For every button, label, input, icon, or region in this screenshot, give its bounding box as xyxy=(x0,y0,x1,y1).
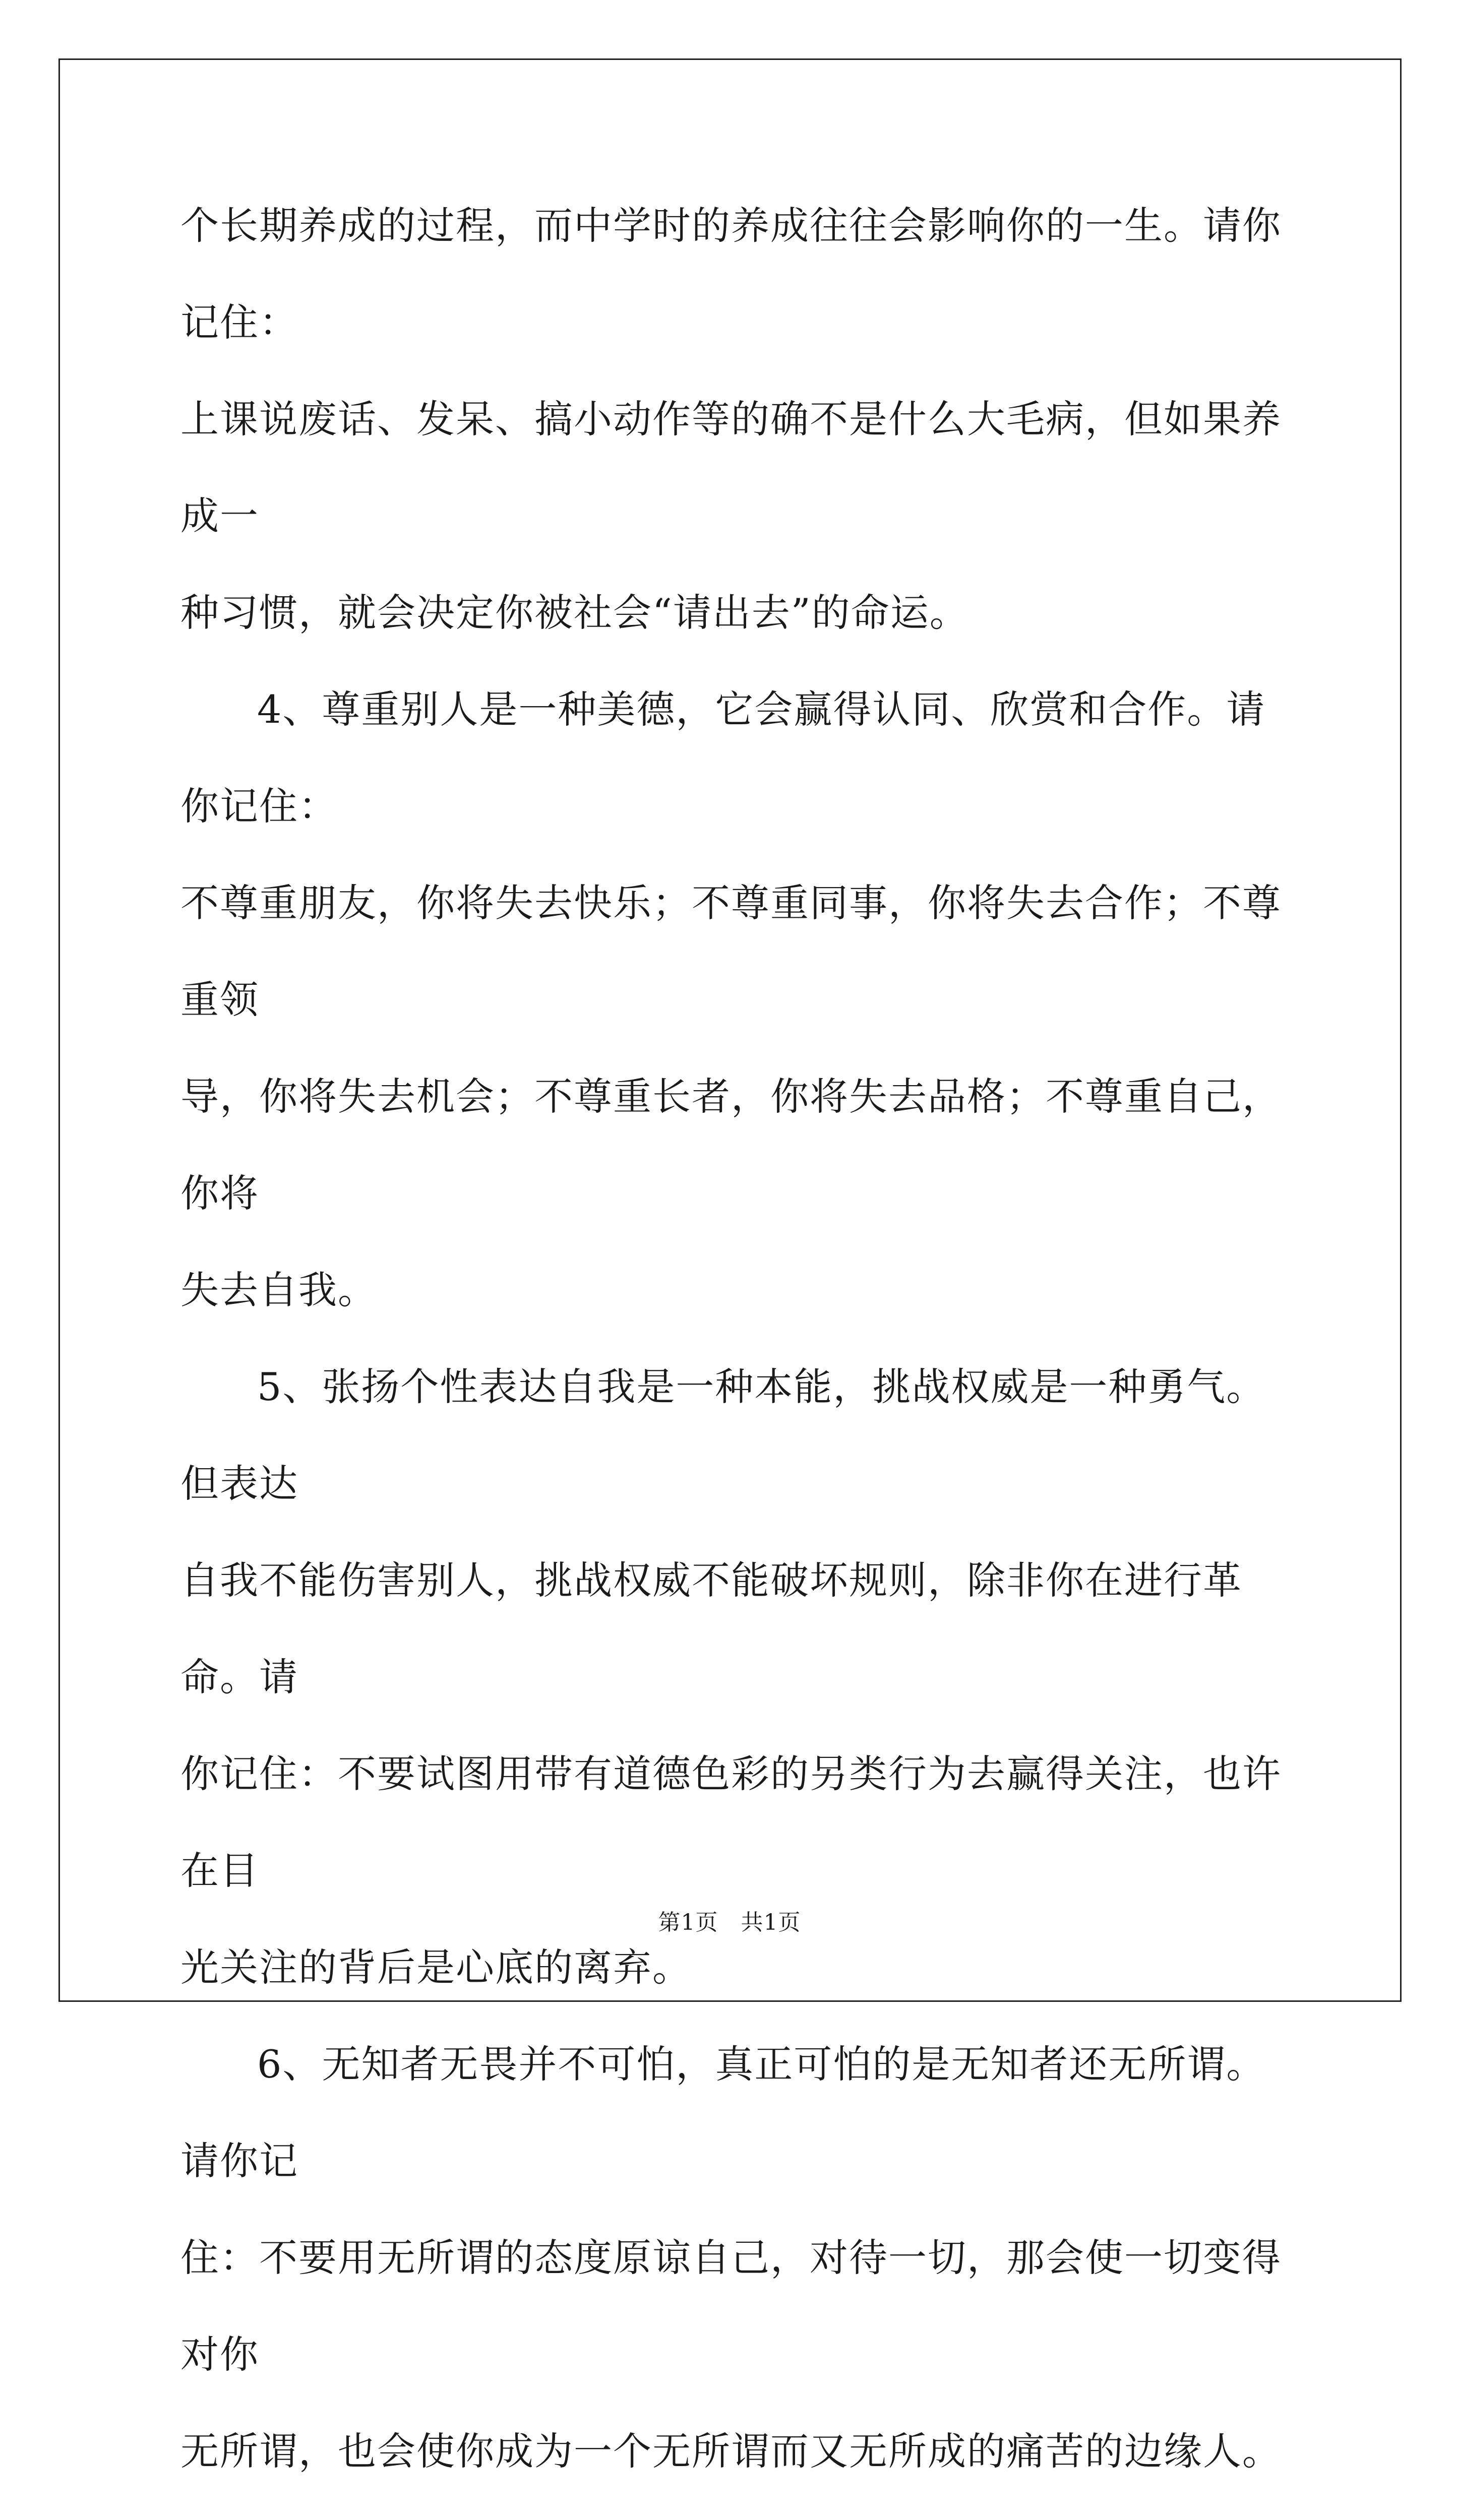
paragraph-item-6-indifference xyxy=(180,2016,1290,2500)
text-line: 6、无知者无畏并不可怕，真正可怕的是无知者还无所谓。请你记 xyxy=(180,2042,1266,2183)
text-line: 5、张扬个性表达自我是一种本能，挑战权威是一种勇气。但表达 xyxy=(180,1364,1266,1506)
text-line: 无所谓，也会使你成为一个无所谓而又无所成的痛苦的边缘人。 xyxy=(180,2429,1282,2474)
text-line: 种习惯，就会决定你被社会“请出去”的命运。 xyxy=(180,590,969,635)
text-line: 住：不要用无所谓的态度原谅自己，对待一切，那会使一切变得对你 xyxy=(180,2235,1282,2377)
paragraph-item-4-respect xyxy=(180,661,1290,1339)
paragraph-closing xyxy=(180,2500,1290,2520)
page-footer: 第1页 共1页 xyxy=(658,1910,801,1935)
text-line: 上课说废话、发呆、搞小动作等的确不是什么大毛病，但如果养成一 xyxy=(180,397,1282,538)
text-line: 4、尊重别人是一种美德，它会赢得认同、欣赏和合作。请你记住： xyxy=(180,687,1266,829)
text-line: 导，你将失去机会；不尊重长者，你将失去品格；不尊重自己，你将 xyxy=(180,1074,1282,1216)
text-line: 你记住：不要试图用带有道德色彩的另类行为去赢得关注，也许在目 xyxy=(180,1751,1282,1893)
text-line: 光关注的背后是心底的离弃。 xyxy=(180,1945,692,1990)
text-line: 自我不能伤害别人，挑战权威不能破坏规则，除非你在进行革命。请 xyxy=(180,1558,1242,1699)
document-body xyxy=(180,177,1290,2520)
text-line: 个长期养成的过程，而中学时的养成往往会影响你的一生。请你记住： xyxy=(180,203,1282,345)
text-line: 失去自我。 xyxy=(180,1268,377,1312)
text-line: 不尊重朋友，你将失去快乐；不尊重同事，你将失去合作；不尊重领 xyxy=(180,880,1282,1022)
paragraph-habit-continuation xyxy=(180,177,1290,661)
